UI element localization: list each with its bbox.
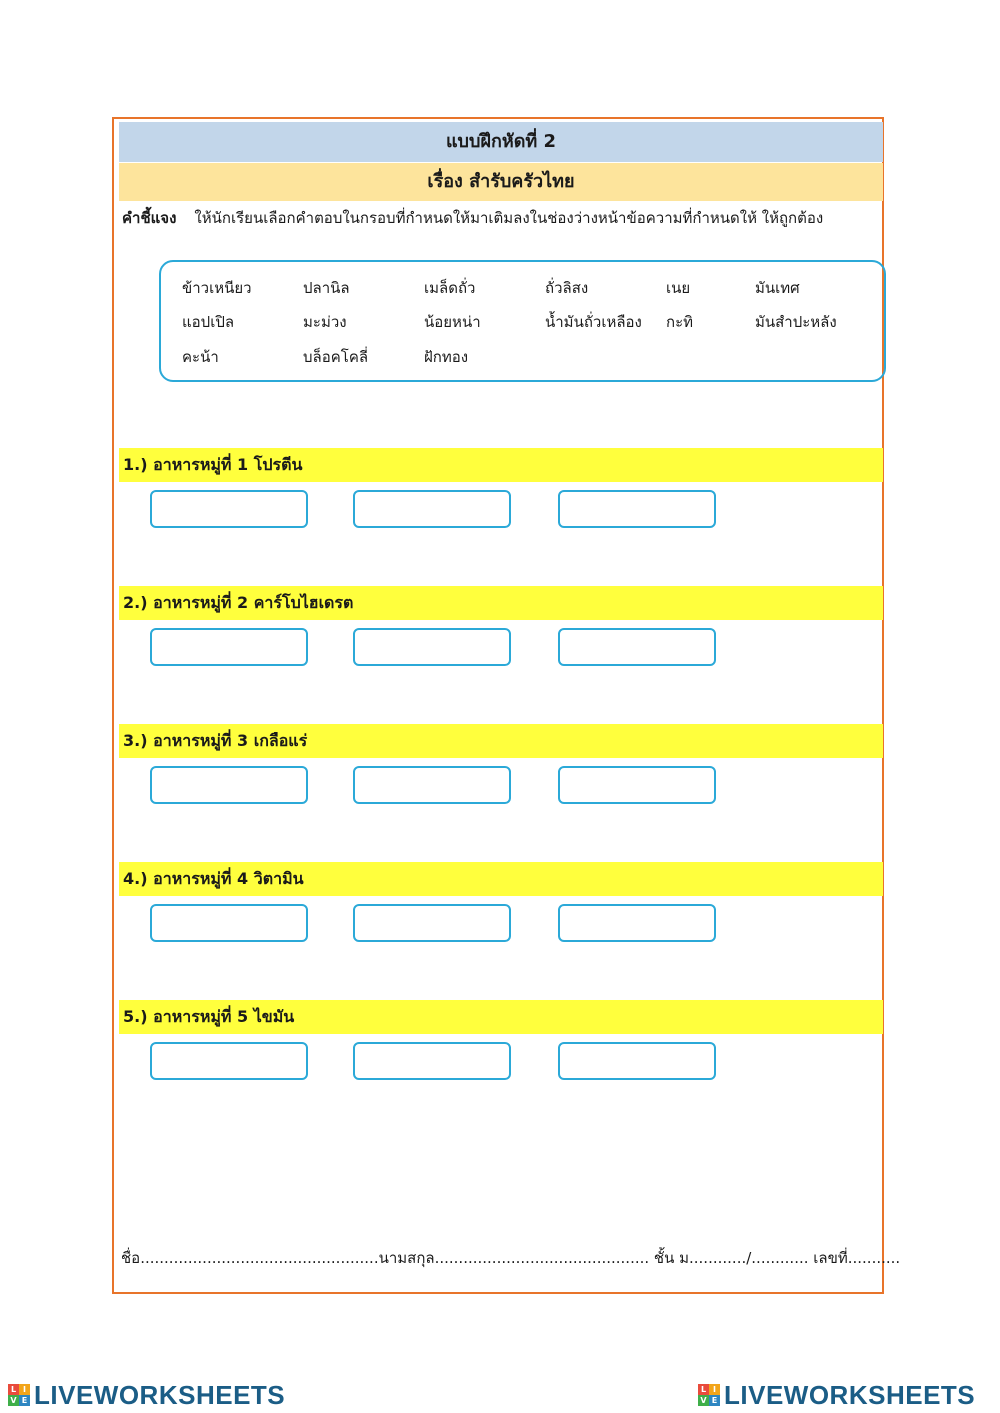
liveworksheets-mark-icon (698, 1384, 720, 1406)
answer-box-2-2[interactable] (353, 628, 511, 666)
section-heading-2: 2.) อาหารหมู่ที่ 2 คาร์โบไฮเดรต (119, 586, 883, 620)
section-heading-3: 3.) อาหารหมู่ที่ 3 เกลือแร่ (119, 724, 883, 758)
answer-box-2-1[interactable] (150, 628, 308, 666)
word-bank-item[interactable]: ฝักทอง (424, 348, 469, 366)
logo-text: LIVEWORKSHEETS (724, 1379, 976, 1410)
answer-box-1-1[interactable] (150, 490, 308, 528)
word-bank-item[interactable]: บล็อคโคลี่ (303, 348, 369, 366)
section-heading-4: 4.) อาหารหมู่ที่ 4 วิตามิน (119, 862, 883, 896)
answer-box-2-3[interactable] (558, 628, 716, 666)
section-heading-1: 1.) อาหารหมู่ที่ 1 โปรตีน (119, 448, 883, 482)
word-bank-item[interactable]: ถั่วลิสง (545, 279, 589, 297)
answer-box-4-2[interactable] (353, 904, 511, 942)
answer-box-1-3[interactable] (558, 490, 716, 528)
answer-box-3-3[interactable] (558, 766, 716, 804)
word-bank-item[interactable]: คะน้า (182, 348, 219, 366)
worksheet-frame (112, 117, 901, 1294)
logo-letter: L (698, 1384, 709, 1395)
logo-letter: E (19, 1395, 30, 1406)
instruction-text: ให้นักเรียนเลือกคำตอบในกรอบที่กำหนดให้มาเติมลงในช่องว่างหน้าข้อความที่กำหนดให้ ให้ถูกต้อง (194, 209, 824, 227)
logo-letter: L (8, 1384, 19, 1395)
word-bank-item[interactable]: มันเทศ (755, 279, 800, 297)
word-bank-item[interactable]: มันสำปะหลัง (755, 313, 837, 331)
word-bank-item[interactable]: ปลานิล (303, 279, 350, 297)
logo-letter: I (19, 1384, 30, 1395)
word-bank-item[interactable]: มะม่วง (303, 313, 347, 331)
logo-letter: I (709, 1384, 720, 1395)
answer-box-5-2[interactable] (353, 1042, 511, 1080)
answer-box-1-2[interactable] (353, 490, 511, 528)
instruction-line (122, 203, 884, 233)
worksheet-subtitle: เรื่อง สำรับครัวไทย (119, 163, 883, 201)
word-bank-item[interactable]: น้อยหน่า (424, 313, 481, 331)
liveworksheets-logo-right (698, 1378, 975, 1412)
word-bank-item[interactable]: แอปเปิล (182, 313, 235, 331)
answer-box-4-1[interactable] (150, 904, 308, 942)
logo-letter: V (8, 1395, 19, 1406)
word-bank (159, 260, 886, 382)
worksheet-title: แบบฝึกหัดที่ 2 (119, 122, 883, 162)
logo-letter: E (709, 1395, 720, 1406)
word-bank-item[interactable]: กะทิ (666, 313, 694, 331)
instruction-label: คำชี้แจง (122, 209, 177, 227)
liveworksheets-mark-icon (8, 1384, 30, 1406)
answer-box-4-3[interactable] (558, 904, 716, 942)
section-heading-5: 5.) อาหารหมู่ที่ 5 ไขมัน (119, 1000, 883, 1034)
logo-letter: V (698, 1395, 709, 1406)
answer-box-5-1[interactable] (150, 1042, 308, 1080)
answer-box-3-2[interactable] (353, 766, 511, 804)
word-bank-item[interactable]: ข้าวเหนียว (182, 279, 252, 297)
liveworksheets-logo-left (8, 1378, 285, 1412)
word-bank-item[interactable]: น้ำมันถั่วเหลือง (545, 313, 642, 331)
logo-text: LIVEWORKSHEETS (34, 1379, 286, 1410)
student-info-line: ชื่อ..................................................นามสกุล............................................. ชั้น ม............/............ เลขที่........... (121, 1249, 901, 1267)
answer-box-3-1[interactable] (150, 766, 308, 804)
word-bank-item[interactable]: เนย (666, 279, 691, 297)
word-bank-item[interactable]: เมล็ดถั่ว (424, 279, 476, 297)
answer-box-5-3[interactable] (558, 1042, 716, 1080)
